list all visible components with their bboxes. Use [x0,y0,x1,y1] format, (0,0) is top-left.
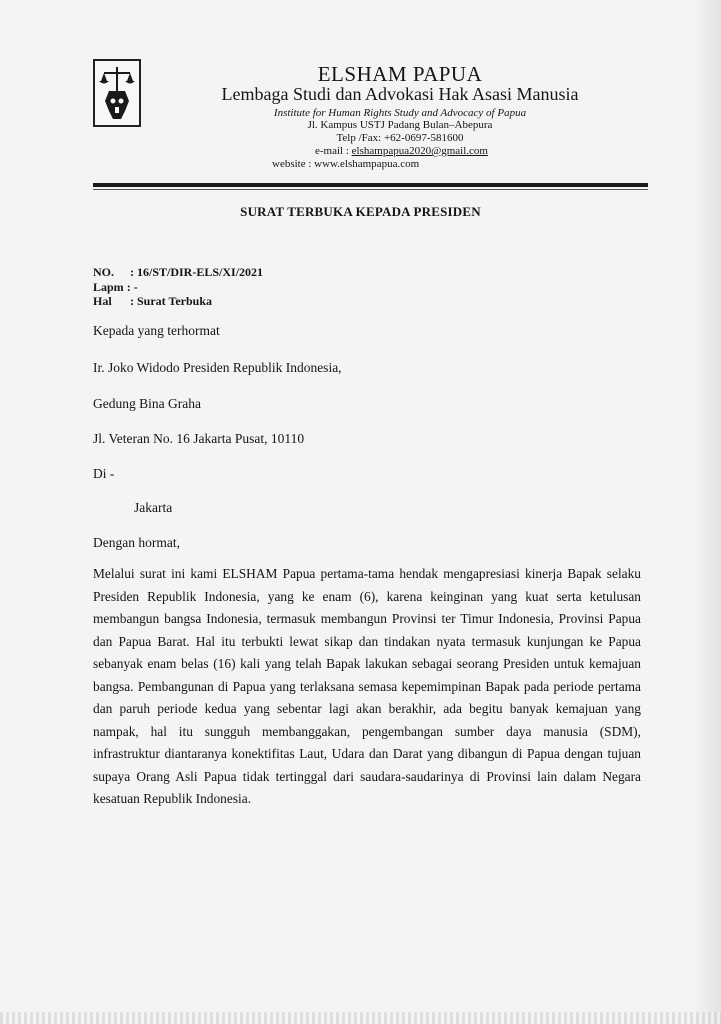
body-line: Presiden Republik Indonesia, yang ke enam (6), karena keinginan yang kuat serta ketulusan [93,588,641,604]
body-line: Melalui surat ini kami ELSHAM Papua pertama-tama hendak mengapresiasi kinerja Bapak selaku [93,566,641,581]
body-line: bangsa. Pembangunan di Papua yang terlaksana semasa kepemimpinan Bapak pada periode pertama [93,678,641,694]
meta-attachment-value: : - [126,280,138,294]
org-address: Jl. Kampus USTJ Padang Bulan–Abepura [307,119,493,131]
meta-subject [93,294,212,309]
letterhead-divider-thin [93,189,648,190]
recipient-name: Ir. Joko Widodo Presiden Republik Indonesia, [93,360,342,375]
org-telephone: Telp /Fax: +62-0697-581600 [336,132,464,144]
meta-number-label: NO. [93,265,114,279]
body-line: sebanyak enam belas (16) kali yang telah Bapak lakukan sebagai seorang Presiden untuk kemajuan [93,656,641,671]
recipient-di: Di - [93,466,115,481]
greeting: Dengan hormat, [93,535,180,550]
org-website[interactable]: website : www.elshampapua.com [272,158,420,170]
meta-attachment [93,280,138,295]
body-line: dan Papua Barat. Hal itu terbukti lewat sikap dan tindakan nyata termasuk kunjungan ke Papua [93,633,641,649]
recipient-street: Jl. Veteran No. 16 Jakarta Pusat, 10110 [93,431,305,446]
body-paragraph [93,563,641,811]
org-email-line [315,145,488,157]
meta-number-value: : 16/ST/DIR-ELS/XI/2021 [130,265,264,279]
org-name: ELSHAM PAPUA [317,62,483,86]
meta-subject-label: Hal [93,294,112,308]
email-label: e-mail : [315,145,349,157]
meta-subject-value: : Surat Terbuka [130,294,213,308]
recipient-salutation: Kepada yang terhormat [93,323,220,338]
recipient-building: Gedung Bina Graha [93,396,201,411]
org-english-name: Institute for Human Rights Study and Advocacy of Papua [273,107,527,119]
scan-edge-shadow [693,0,721,1024]
meta-attachment-label: Lapm [93,280,124,294]
body-line: membangun bangsa Indonesia, termasuk membangun Provinsi ter Timur Indonesia, Provinsi Papua [93,611,641,626]
body-line: dan paruh periode kedua yang sebentar lagi akan berakhir, ada begitu banyak kemajuan yang [93,701,641,716]
elsham-logo [93,59,141,127]
body-line: supaya Orang Asli Papua tidak tertinggal dari saudara-saudarinya di Provinsi lain dalam Negara [93,768,641,784]
body-line: kesatuan Republik Indonesia. [93,791,252,806]
body-line: nampak, hal itu sungguh membanggakan, pengembangan sumber daya manusia (SDM), [93,723,641,739]
org-full-name: Lembaga Studi dan Advokasi Hak Asasi Manusia [221,84,579,104]
letter-title: SURAT TERBUKA KEPADA PRESIDEN [240,204,481,219]
body-line: infrastruktur diantaranya konektifitas Laut, Udara dan Darat yang dibangun di Papua dengan tujuan [93,746,641,761]
letterhead-divider [93,183,648,187]
recipient-city: Jakarta [134,500,173,515]
email-link[interactable]: elshampapua2020@gmail.com [351,145,488,157]
scan-bottom-edge [0,1012,721,1024]
meta-number [93,265,263,280]
